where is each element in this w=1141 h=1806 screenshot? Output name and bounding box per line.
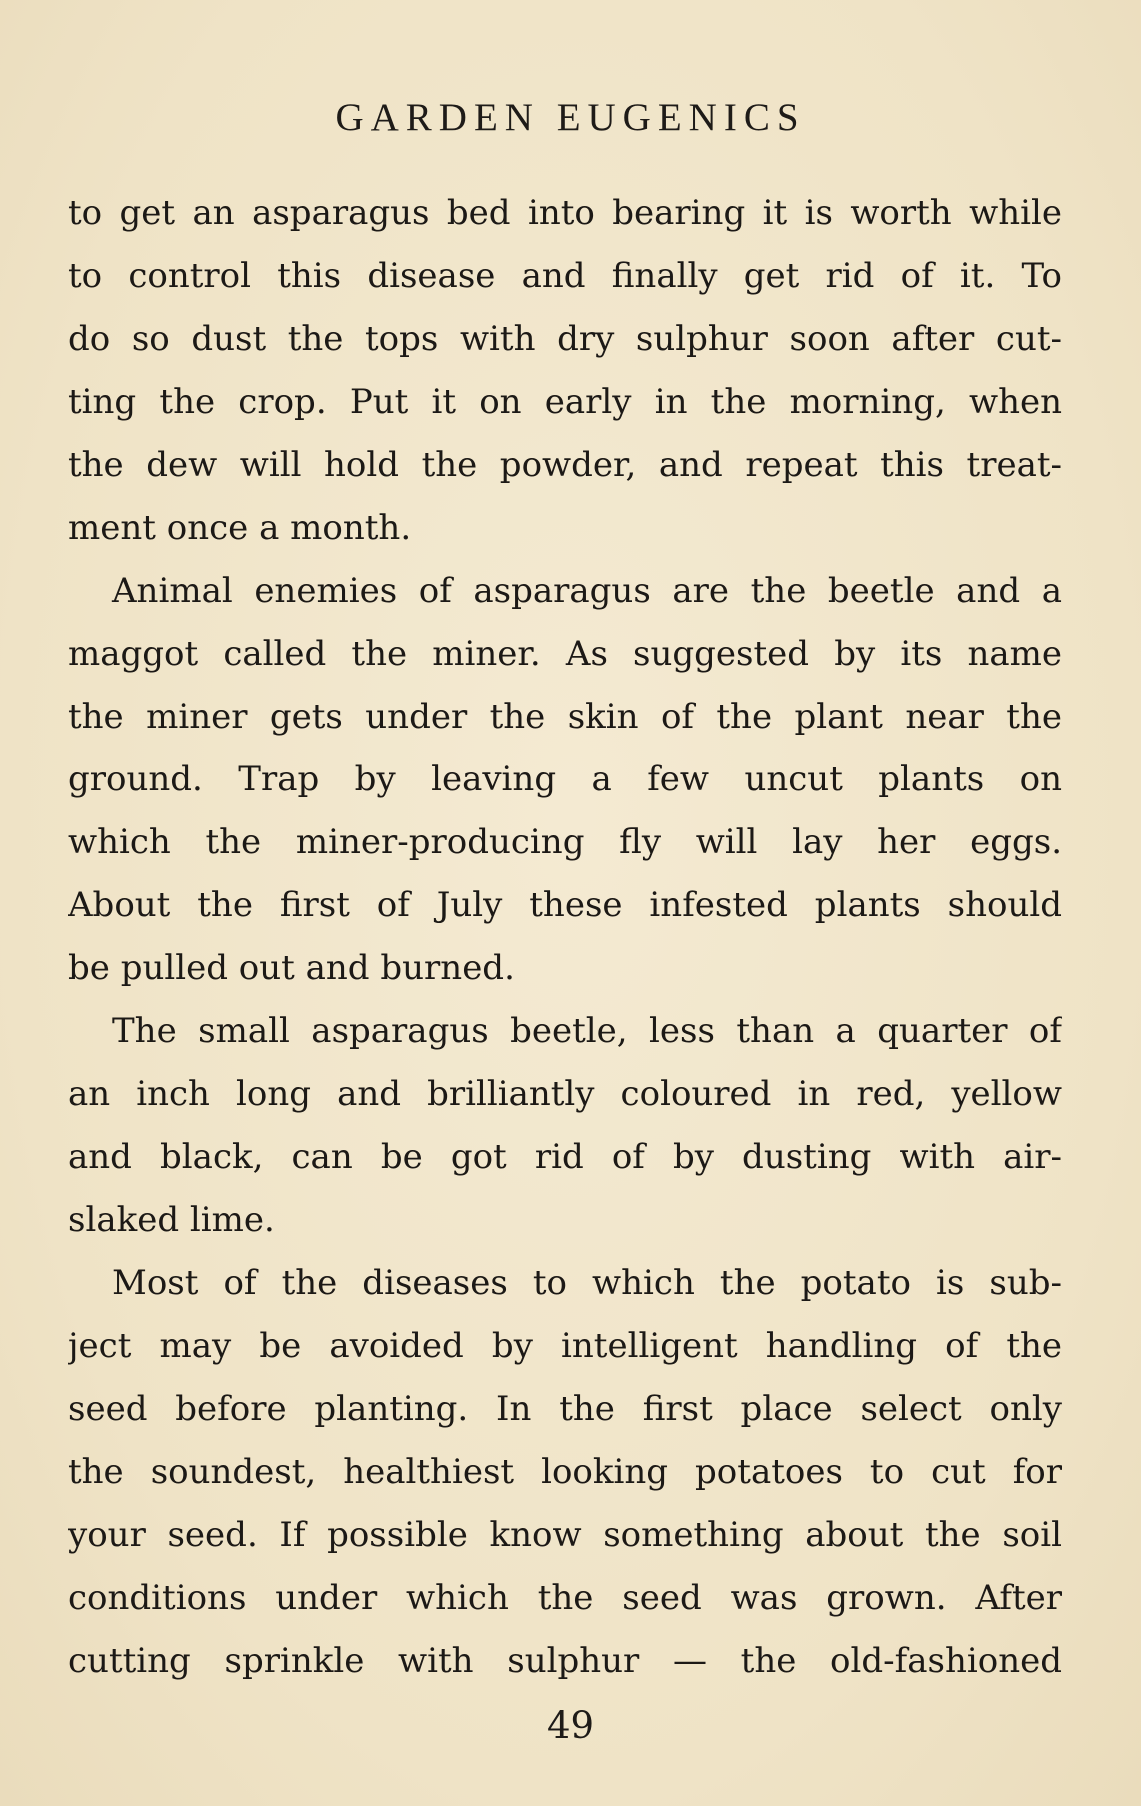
text-line: your seed. If possible know something about the soil xyxy=(68,1514,1062,1555)
page-number: 49 xyxy=(546,1704,595,1747)
text-line: an inch long and brilliantly coloured in red, yellow xyxy=(68,1074,1062,1115)
text-line: which the miner-producing fly will lay her eggs. xyxy=(68,822,1062,863)
text-line: maggot called the miner. As suggested by its name xyxy=(68,633,1062,674)
text-line: ting the crop. Put it on early in the morning, when xyxy=(68,381,1062,422)
text-line: conditions under which the seed was grown. After xyxy=(68,1577,1062,1618)
text-line: be pulled out and burned. xyxy=(68,948,515,989)
text-line: cutting sprinkle with sulphur — the old-fashioned xyxy=(68,1640,1062,1681)
paragraph xyxy=(68,560,1062,1001)
running-head: GARDEN EUGENICS xyxy=(335,96,806,139)
text-line: to control this disease and finally get rid of it. To xyxy=(68,255,1062,296)
body-text xyxy=(68,182,1062,1693)
text-line: the dew will hold the powder, and repeat this treat- xyxy=(68,444,1062,485)
text-line: the soundest, healthiest looking potatoes to cut for xyxy=(68,1451,1062,1492)
text-line: ject may be avoided by intelligent handling of the xyxy=(68,1325,1062,1366)
paragraph xyxy=(68,182,1062,560)
text-line: seed before planting. In the first place select only xyxy=(68,1388,1062,1429)
text-line: do so dust the tops with dry sulphur soon after cut- xyxy=(68,318,1062,359)
paragraph xyxy=(68,1252,1062,1693)
text-line: and black, can be got rid of by dusting with air- xyxy=(68,1137,1062,1178)
text-line: ground. Trap by leaving a few uncut plants on xyxy=(68,759,1062,800)
text-line: Most of the diseases to which the potato is sub- xyxy=(112,1262,1062,1303)
text-line: ment once a month. xyxy=(68,507,412,548)
text-line: The small asparagus beetle, less than a quarter of xyxy=(112,1011,1062,1052)
paragraph xyxy=(68,1000,1062,1252)
text-line: slaked lime. xyxy=(68,1200,275,1240)
text-line: Animal enemies of asparagus are the beetle and a xyxy=(112,570,1062,611)
text-line: About the first of July these infested plants should xyxy=(68,885,1062,926)
text-line: the miner gets under the skin of the plant near the xyxy=(68,696,1062,737)
text-line: to get an asparagus bed into bearing it is worth while xyxy=(68,193,1062,233)
